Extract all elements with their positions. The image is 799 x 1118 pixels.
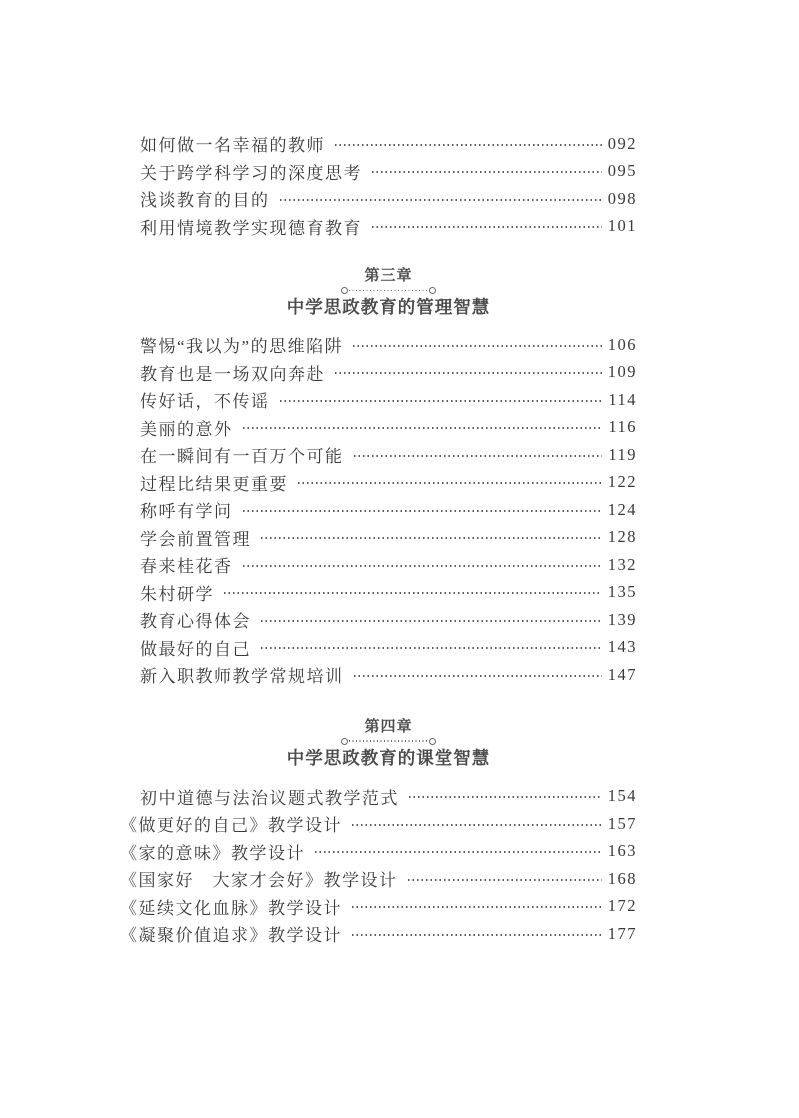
toc-entry-page-number: 095: [607, 161, 637, 181]
dot-leader: [280, 199, 602, 201]
toc-entry-title: 在一瞬间有一百万个可能: [140, 447, 344, 467]
toc-entry-page-number: 098: [607, 188, 637, 208]
dot-leader: [352, 824, 602, 826]
toc-entry-title: 《凝聚价值追求》教学设计: [120, 926, 342, 946]
toc-entry-page-number: 116: [608, 417, 637, 437]
table-of-contents: [120, 130, 637, 948]
toc-entry-title: 《延续文化血脉》教学设计: [120, 898, 342, 918]
toc-entry-title: 《家的意味》教学设计: [120, 843, 305, 863]
toc-entry-title: 传好话，不传谣: [140, 392, 270, 412]
toc-entry-title: 教育心得体会: [140, 612, 251, 632]
divider-dotted-line: [349, 740, 428, 742]
dot-leader: [243, 427, 603, 429]
dot-leader: [224, 592, 602, 594]
toc-entry-title: 关于跨学科学习的深度思考: [140, 163, 362, 183]
dot-leader: [243, 510, 602, 512]
toc-entry-page-number: 092: [607, 133, 637, 153]
dot-leader: [335, 144, 602, 146]
dot-leader: [409, 796, 602, 798]
toc-entry: [140, 213, 637, 241]
divider-circle-right-icon: [429, 287, 436, 294]
toc-entry-title: 警惕“我以为”的思维陷阱: [140, 337, 344, 357]
toc-entry: [120, 810, 637, 838]
toc-entry: [140, 185, 637, 213]
toc-entry: [120, 865, 637, 893]
toc-entry-page-number: 143: [607, 637, 637, 657]
toc-entry-page-number: 135: [607, 582, 637, 602]
toc-entry-title: 学会前置管理: [140, 529, 251, 549]
toc-entry-page-number: 114: [608, 389, 637, 409]
toc-entry: [140, 661, 637, 689]
toc-entry-page-number: 172: [607, 896, 637, 916]
dot-leader: [352, 934, 602, 936]
toc-entry-title: 新入职教师教学常规培训: [140, 667, 344, 687]
divider-circle-right-icon: [429, 738, 436, 745]
chapter-heading: [140, 717, 637, 770]
toc-entry-page-number: 168: [607, 868, 637, 888]
toc-entry: [140, 414, 637, 442]
chapter-divider-ornament: [341, 737, 436, 746]
toc-entry: [120, 920, 637, 948]
toc-entry: [120, 838, 637, 866]
toc-entry: [140, 130, 637, 158]
toc-entry-title: 浅谈教育的目的: [140, 191, 270, 211]
toc-entry-title: 称呼有学问: [140, 502, 233, 522]
toc-entry-page-number: 119: [608, 444, 637, 464]
toc-entry-page-number: 106: [607, 334, 637, 354]
chapter-heading: [140, 266, 637, 319]
toc-entry-page-number: 109: [607, 362, 637, 382]
chapter-label: 第三章: [364, 267, 413, 284]
toc-entry: [140, 441, 637, 469]
dot-leader: [261, 620, 602, 622]
toc-entry-page-number: 177: [607, 923, 637, 943]
divider-circle-left-icon: [341, 287, 348, 294]
toc-entry: [140, 634, 637, 662]
toc-entry: [140, 331, 637, 359]
dot-leader: [335, 372, 602, 374]
dot-leader: [354, 455, 603, 457]
toc-entry-page-number: 124: [607, 499, 637, 519]
toc-entry-title: 《做更好的自己》教学设计: [120, 816, 342, 836]
toc-entry-title: 教育也是一场双向奔赴: [140, 364, 325, 384]
toc-entry-title: 如何做一名幸福的教师: [140, 136, 325, 156]
chapter-title: 中学思政教育的课堂智慧: [286, 747, 491, 768]
chapter-title: 中学思政教育的管理智慧: [286, 297, 491, 317]
toc-entry-page-number: 163: [607, 841, 637, 861]
dot-leader: [408, 879, 602, 881]
dot-leader: [243, 565, 602, 567]
toc-entry-page-number: 157: [607, 813, 637, 833]
divider-dotted-line: [349, 290, 428, 292]
dot-leader: [298, 482, 602, 484]
dot-leader: [372, 171, 602, 173]
toc-entry: [140, 606, 637, 634]
chapter-divider-ornament: [341, 286, 436, 295]
toc-entry: [140, 469, 637, 497]
dot-leader: [261, 647, 602, 649]
toc-entry-page-number: 132: [607, 554, 637, 574]
dot-leader: [352, 906, 602, 908]
toc-entry-page-number: 154: [607, 786, 637, 806]
toc-entry-page-number: 128: [607, 527, 637, 547]
chapter-label: 第四章: [364, 717, 413, 735]
toc-entry: [140, 783, 637, 811]
toc-entry-title: 春来桂花香: [140, 557, 233, 577]
toc-entry: [140, 359, 637, 387]
toc-entry-page-number: 139: [607, 609, 637, 629]
toc-entry: [140, 496, 637, 524]
toc-entry-title: 过程比结果更重要: [140, 474, 288, 494]
toc-entry-page-number: 122: [607, 472, 637, 492]
divider-circle-left-icon: [341, 738, 348, 745]
toc-entry-title: 《国家好 大家才会好》教学设计: [120, 871, 398, 891]
toc-entry: [140, 158, 637, 186]
dot-leader: [354, 675, 602, 677]
toc-entry-page-number: 101: [607, 216, 637, 236]
dot-leader: [261, 537, 602, 539]
toc-entry: [140, 579, 637, 607]
toc-entry: [120, 893, 637, 921]
toc-entry: [140, 551, 637, 579]
toc-entry-title: 美丽的意外: [140, 419, 233, 439]
dot-leader: [280, 400, 603, 402]
toc-entry-title: 朱村研学: [140, 584, 214, 604]
dot-leader: [372, 226, 602, 228]
toc-entry-title: 初中道德与法治议题式教学范式: [140, 788, 399, 808]
toc-entry-title: 利用情境教学实现德育教育: [140, 218, 362, 238]
toc-entry: [140, 524, 637, 552]
dot-leader: [353, 345, 602, 347]
dot-leader: [315, 851, 602, 853]
toc-entry-page-number: 147: [607, 664, 637, 684]
toc-entry-title: 做最好的自己: [140, 639, 251, 659]
toc-entry: [140, 386, 637, 414]
